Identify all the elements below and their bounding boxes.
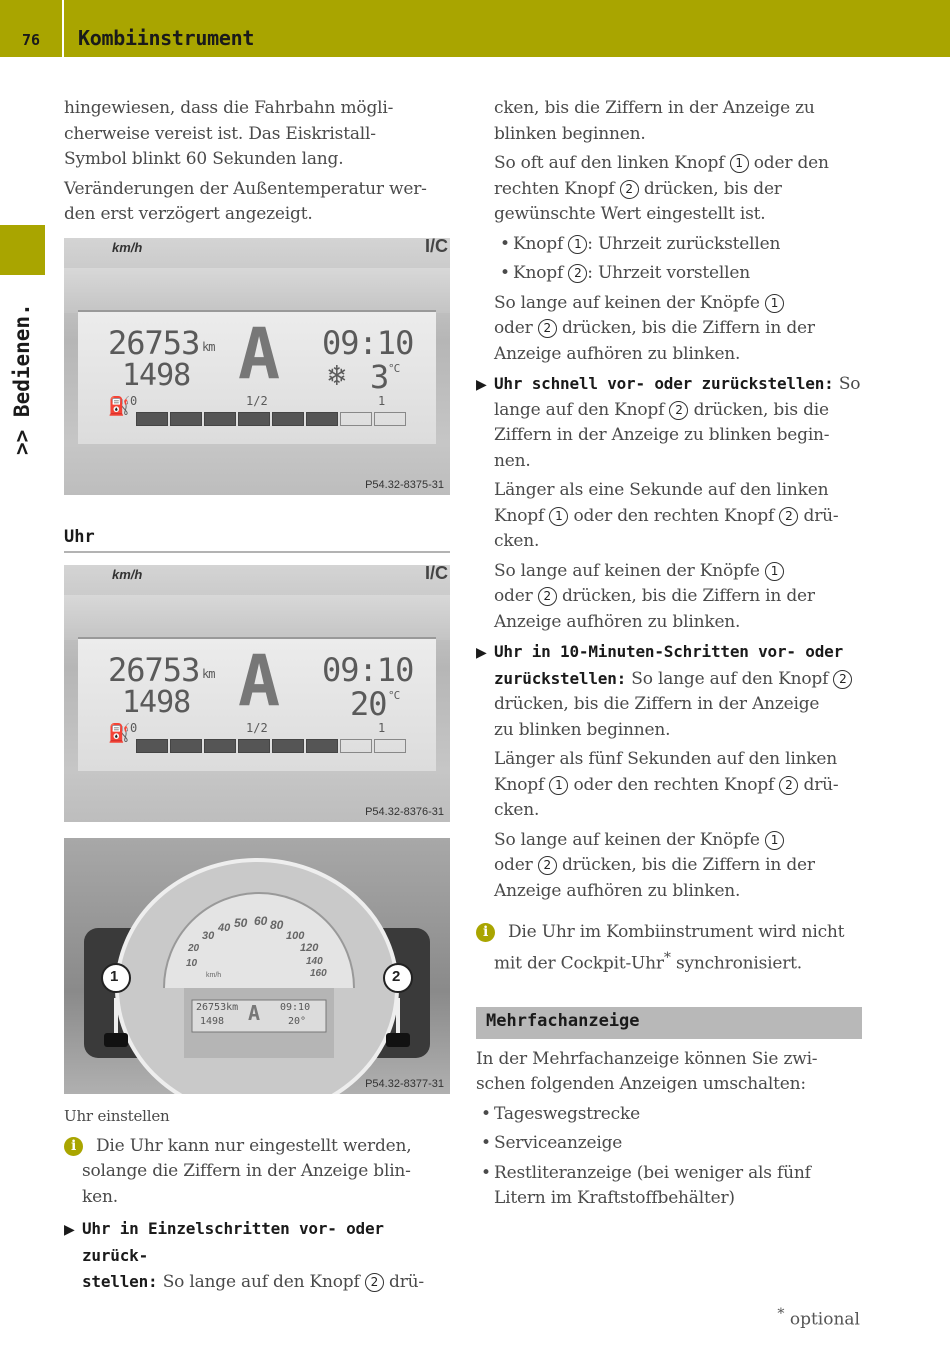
list-item [476,1161,862,1212]
knob-1-marker: 1 [549,507,568,526]
list-item-text: Restliteranzeige (bei weniger als fünf [494,1162,811,1183]
tick-label: 50 [234,915,248,930]
bullet-icon: • [500,233,510,254]
tick-label: 60 [254,913,268,928]
paragraph-release-3 [476,828,862,905]
text-run: So lange auf keinen der Knöpfe [494,829,760,850]
info-note-1 [64,1134,450,1211]
text-line: cherweise vereist ist. Das Eiskristall- [64,123,376,144]
fuel-gauge-bars [136,739,406,753]
knob-1-marker: 1 [549,776,568,795]
tick-label: 140 [306,955,323,967]
list-item-text: Serviceanzeige [494,1133,623,1154]
fuel-bar [306,739,338,753]
section-title-mehrfachanzeige: Mehrfachanzeige [476,1007,862,1039]
gauge-fragment: I/C [424,564,448,583]
paragraph-ice-warning [64,96,450,173]
text-run: Ziffern in der Anzeige zu blinken begin- [494,425,830,445]
text-run: oder [494,855,533,875]
tick-label: 80 [270,917,284,932]
outside-temp: 3 [370,357,389,396]
gauge-fragment: I/C [424,237,448,256]
text-run: So lange auf keinen der Knöpfe [494,292,760,313]
knob-1 [104,1033,128,1047]
figure-caption: Uhr einstellen [64,1106,170,1125]
tick-label: 160 [310,967,327,979]
left-column [64,96,450,1296]
text-run: oder den rechten Knopf [573,505,775,526]
info-note-2 [476,920,862,977]
text-run: lange auf den Knopf [494,399,665,420]
knob-1-marker: 1 [730,154,749,173]
paragraph-intro [476,1047,862,1098]
fuel-half-label: 1/2 [246,393,268,408]
snowflake-icon: ❄ [328,357,346,393]
text-run: : Uhrzeit zurückstellen [587,233,781,254]
text-run: drü- [803,774,839,795]
text-run: rechten Knopf [494,178,615,199]
optional-marker: * [663,949,671,966]
text-run: drü- [389,1272,424,1292]
text-run: drü- [803,505,839,526]
bullet-icon: • [481,1133,491,1154]
text-run: drücken, bis der [643,178,782,199]
temp-unit: °C [388,361,400,375]
trip-value: 1498 [122,357,191,393]
text-run: So lange auf den Knopf [162,1272,360,1292]
fuel-full-label: 1 [378,720,386,735]
mini-gear: A [248,1000,261,1025]
knob-2-marker: 2 [669,401,688,420]
knob-1-marker: 1 [765,294,784,313]
knob-2-marker: 2 [538,587,557,606]
fuel-bar [204,412,236,426]
step-heading: Uhr schnell vor- oder zurückstellen: [494,374,834,393]
knob-1-marker: 1 [765,562,784,581]
step-10min [476,639,862,743]
fuel-bar [238,412,270,426]
list-item [476,232,862,258]
bullet-icon: • [481,1103,491,1124]
knob-2-marker: 2 [538,856,557,875]
fuel-bar [272,412,304,426]
step-heading: zurückstellen: [494,668,627,688]
text-line: In der Mehrfachanzeige können Sie zwi- [476,1048,818,1069]
text-run: drücken, bis die Ziffern in der [561,318,815,338]
fuel-bar [340,412,372,426]
optional-marker: * [777,1306,785,1322]
tick-label: 100 [286,929,305,942]
text-line: hingewiesen, dass die Fahrbahn mögli- [64,98,394,118]
odometer-value: 26753 [108,323,200,362]
fuel-gauge-bars [136,412,406,426]
gear-indicator: A [238,312,280,395]
clock-time: 09:10 [322,650,414,689]
lcd-panel [78,310,436,444]
side-tab-marker [0,225,45,275]
text-line: ken. [82,1186,118,1207]
text-run: Anzeige aufhören zu blinken. [494,343,741,364]
text-run: cken. [494,531,540,551]
fuel-half-label: 1/2 [246,720,268,735]
list-item [476,1131,862,1157]
text-run: : Uhrzeit vorstellen [587,263,750,283]
info-icon: i [64,1137,83,1156]
gauge-arc [64,595,450,640]
mini-trip: 1498 [200,1015,225,1027]
figure-code: P54.32-8377-31 [365,1077,444,1090]
list-item [476,261,862,287]
knob-1-marker: 1 [568,235,587,254]
text-run: drücken, bis die Ziffern in der [561,586,815,606]
knob-1-marker: 1 [765,831,784,850]
bullet-icon: • [481,1162,491,1183]
section-title-uhr: Uhr [64,527,450,553]
mini-temp: 20° [288,1015,307,1027]
text-run: Knopf [513,263,564,283]
tick-label: 10 [186,957,198,969]
temp-unit: °C [388,688,400,702]
fuel-bar [170,412,202,426]
text-run: oder [494,318,533,338]
speed-unit-label: km/h [112,239,143,255]
text-line: blinken beginnen. [494,123,646,144]
paragraph-release-2 [476,559,862,636]
text-run: Knopf [513,233,564,254]
text-run: So [838,374,861,394]
step-single [64,1216,450,1296]
clock-time: 09:10 [322,323,414,362]
step-heading: Uhr in 10-Minuten-Schritten vor- oder [494,642,844,661]
step-arrow-icon: ▶ [476,377,487,393]
speed-unit-small: km/h [206,971,222,979]
paragraph-press [476,151,862,228]
fuel-bar [340,739,372,753]
list-item-text: Litern im Kraftstoffbehälter) [494,1188,735,1209]
odometer-unit: km [202,339,215,354]
fuel-bar [272,739,304,753]
step-fast [476,371,862,474]
text-run: drücken, bis die Ziffern in der Anzeige [494,694,820,714]
text-run: zu blinken beginnen. [494,719,671,740]
footer-note: optional [789,1309,860,1330]
knob-2-marker: 2 [365,1273,384,1292]
text-line: Veränderungen der Außentemperatur wer- [64,178,427,199]
chapter-title: Kombiinstrument [78,26,255,50]
speed-unit-label: km/h [112,566,143,582]
text-run: synchronisiert. [675,953,803,974]
step-heading: stellen: [82,1272,158,1291]
mini-time: 09:10 [280,1001,311,1013]
knob-2-marker: 2 [538,319,557,338]
fuel-full-label: 1 [378,393,386,408]
fuel-bar [306,412,338,426]
list-item [476,1102,862,1128]
bullet-icon: • [500,263,510,283]
text-line: Die Uhr kann nur eingestellt werden, [96,1135,412,1156]
text-run: oder [494,586,533,606]
text-run: nen. [494,450,531,471]
callout-2-label: 2 [392,967,401,985]
text-run: gewünschte Wert eingestellt ist. [494,204,766,224]
knob-2 [386,1033,410,1047]
text-line: den erst verzögert angezeigt. [64,204,313,224]
paragraph-release [476,291,862,368]
mini-odometer: 26753km [196,1001,239,1013]
fuel-bar [374,739,406,753]
fuel-empty-label: 0 [130,393,138,408]
figure-display-ice [64,238,450,495]
text-run: Länger als fünf Sekunden auf den linken [494,749,838,769]
text-line: schen folgenden Anzeigen umschalten: [476,1074,806,1095]
fuel-bar [238,739,270,753]
callout-1-label: 1 [110,967,119,985]
fuel-pump-icon: ⛽ [108,395,131,417]
tick-label: 120 [300,941,319,954]
step-arrow-icon: ▶ [476,645,487,661]
text-run: Anzeige aufhören zu blinken. [494,611,741,632]
paragraph-hold-5s [476,747,862,824]
odometer-value: 26753 [108,650,200,689]
header-divider [62,0,64,57]
figure-code: P54.32-8376-31 [365,805,444,818]
tick-label: 30 [202,929,215,942]
text-line: cken, bis die Ziffern in der Anzeige zu [494,98,815,118]
text-line: Symbol blinkt 60 Sekunden lang. [64,149,344,169]
fuel-bar [136,739,168,753]
text-run: Anzeige aufhören zu blinken. [494,880,741,901]
trip-value: 1498 [122,684,191,720]
gear-indicator: A [238,639,280,722]
tick-label: 20 [188,942,200,954]
text-run: Knopf [494,774,545,795]
text-run: Knopf [494,505,545,526]
info-icon: i [476,923,495,942]
knob-2-marker: 2 [620,180,639,199]
paragraph-temp-delay [64,177,450,228]
text-run: drücken, bis die Ziffern in der [561,855,815,875]
tick-label: 40 [218,921,231,934]
text-run: So oft auf den linken Knopf [494,153,725,173]
text-line: solange die Ziffern in der Anzeige blin- [82,1161,411,1181]
gauge-arc [64,268,450,313]
knob-2-marker: 2 [833,670,852,689]
text-run: mit der Cockpit-Uhr [494,953,664,974]
figure-cockpit [64,838,450,1094]
text-run: So lange auf den Knopf [631,668,829,689]
page-header [0,0,950,57]
fuel-bar [204,739,236,753]
text-run: Länger als eine Sekunde auf den linken [494,480,829,500]
fuel-empty-label: 0 [130,720,138,735]
step-heading: Uhr in Einzelschritten vor- oder zurück- [82,1219,384,1265]
fuel-bar [136,412,168,426]
fuel-bar [170,739,202,753]
figure-code: P54.32-8375-31 [365,478,444,491]
text-run: So lange auf keinen der Knöpfe [494,560,760,581]
side-section-label: >> Bedienen. [10,303,34,455]
fuel-bar [374,412,406,426]
knob-2-marker: 2 [779,776,798,795]
right-column [476,96,862,1212]
text-run: oder den rechten Knopf [573,774,775,795]
lcd-panel [78,637,436,771]
outside-temp: 20 [350,684,387,723]
paragraph-continue [476,96,862,147]
page-footer [777,1306,860,1330]
text-run: Die Uhr im Kombiinstrument wird nicht [508,922,845,942]
text-run: drücken, bis die [693,399,829,420]
text-run: oder den [753,153,829,173]
figure-display-clock [64,565,450,822]
odometer-unit: km [202,666,215,681]
list-item-text: Tageswegstrecke [494,1103,640,1124]
knob-2-marker: 2 [779,507,798,526]
fuel-pump-icon: ⛽ [108,722,131,744]
step-arrow-icon: ▶ [64,1222,75,1238]
knob-2-marker: 2 [568,264,587,283]
text-run: cken. [494,800,540,820]
cockpit-drawing [64,838,450,1094]
paragraph-hold-1s [476,478,862,555]
page-number: 76 [22,31,41,49]
